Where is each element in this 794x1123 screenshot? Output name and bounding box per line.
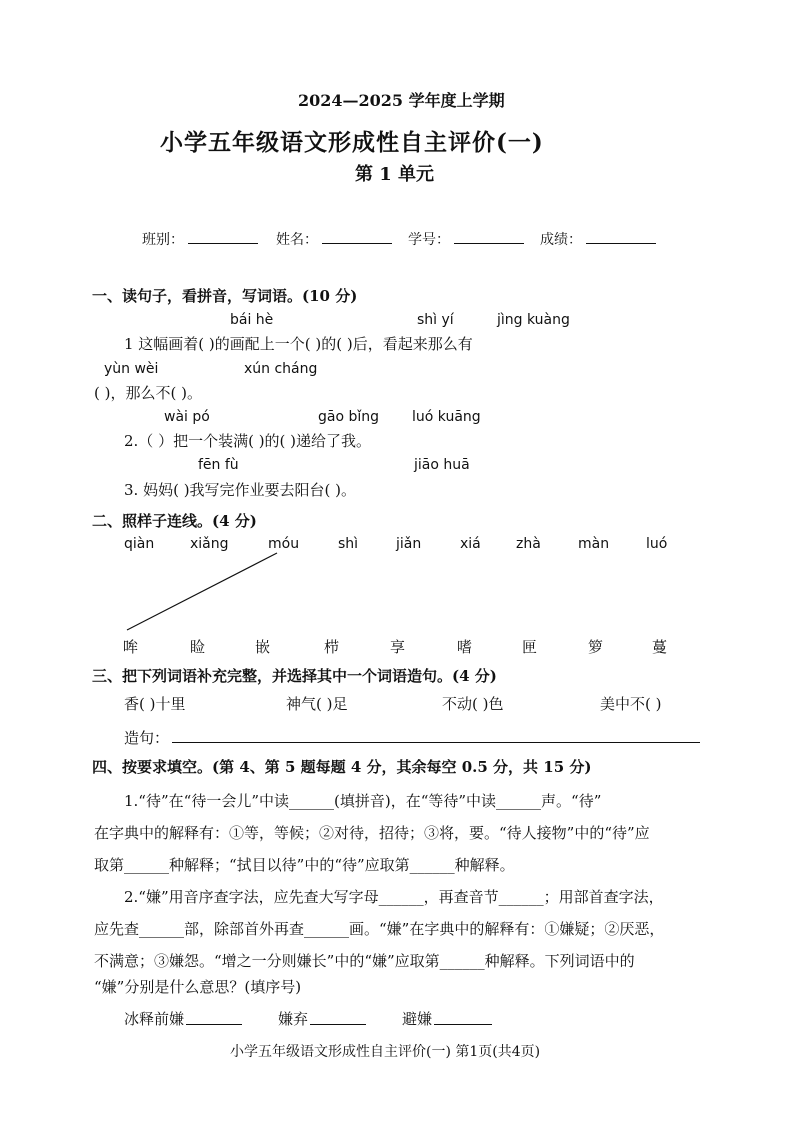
q1-line-2: 在字典中的解释有：①等，等候；②对待，招待；③将，要。“待人接物”中的“待”应 xyxy=(94,824,650,842)
student-id-field[interactable] xyxy=(454,243,524,244)
name-label: 姓名： xyxy=(276,232,318,248)
match-pinyin: luó xyxy=(646,536,668,552)
score-field[interactable] xyxy=(586,243,656,244)
student-id-label: 学号： xyxy=(408,232,450,248)
match-char: 嗜 xyxy=(457,638,473,656)
section-1-heading: 一、读句子，看拼音，写词语。(10 分) xyxy=(92,287,358,305)
match-char: 享 xyxy=(390,638,406,656)
q1-line-3: 取第______种解释；“拭目以待”中的“待”应取第______种解释。 xyxy=(94,856,515,874)
section-2-heading: 二、照样子连线。(4 分) xyxy=(92,512,257,530)
q1-line-1: 1.“待”在“待一会儿”中读______(填拼音)，在“等待”中读______声。“待” xyxy=(124,792,602,810)
pinyin: yùn wèi xyxy=(104,361,159,377)
page-footer: 小学五年级语文形成性自主评价(一) 第1页(共4页) xyxy=(230,1044,541,1060)
match-pinyin: xiá xyxy=(460,536,481,552)
name-field[interactable] xyxy=(322,243,392,244)
pinyin: shì yí xyxy=(417,312,454,328)
question-1-line: 1 这幅画着( )的画配上一个( )的( )后，看起来那么有 xyxy=(124,335,473,353)
section-4-heading: 四、按要求填空。(第 4、第 5 题每题 4 分，其余每空 0.5 分，共 15 分) xyxy=(92,758,592,776)
match-char: 睑 xyxy=(190,638,206,656)
match-char: 蔓 xyxy=(652,638,668,656)
section-3-heading: 三、把下列词语补充完整，并选择其中一个词语造句。(4 分) xyxy=(92,667,497,685)
answer-blank[interactable] xyxy=(310,1024,366,1025)
idiom-fill: 神气( )足 xyxy=(286,695,348,713)
score-label: 成绩： xyxy=(540,232,582,248)
unit-title: 第 1 单元 xyxy=(355,164,435,185)
match-pinyin: jiǎn xyxy=(396,536,422,552)
match-pinyin: móu xyxy=(268,536,300,552)
q2-line-1: 2.“嫌”用音序查字法，应先查大写字母______，再查音节______；用部首查字法， xyxy=(124,888,664,906)
match-char: 栉 xyxy=(324,638,340,656)
match-char: 嵌 xyxy=(255,638,271,656)
sentence-answer-line[interactable] xyxy=(172,742,700,743)
match-pinyin: shì xyxy=(338,536,359,552)
match-char: 匣 xyxy=(522,638,538,656)
pinyin: jiāo huā xyxy=(414,457,470,473)
pinyin: luó kuāng xyxy=(412,409,481,425)
pinyin: jìng kuàng xyxy=(497,312,570,328)
question-2-line: 2.（ ）把一个装满( )的( )递给了我。 xyxy=(124,432,372,450)
q2-line-4: “嫌”分别是什么意思？(填序号) xyxy=(94,978,302,996)
word-label: 嫌弃 xyxy=(278,1010,309,1028)
class-field[interactable] xyxy=(188,243,258,244)
question-3-line: 3. 妈妈( )我写完作业要去阳台( )。 xyxy=(124,481,357,499)
answer-blank[interactable] xyxy=(186,1024,242,1025)
sentence-label: 造句： xyxy=(124,729,170,747)
idiom-fill: 不动( )色 xyxy=(442,695,504,713)
word-label: 避嫌 xyxy=(402,1010,433,1028)
pinyin: gāo bǐng xyxy=(318,409,380,425)
school-year: 2024—2025 学年度上学期 xyxy=(298,91,505,110)
pinyin: xún cháng xyxy=(244,361,318,377)
answer-blank[interactable] xyxy=(434,1024,492,1025)
q2-line-3: 不满意；③嫌怨。“增之一分则嫌长”中的“嫌”应取第______种解释。下列词语中的 xyxy=(94,952,635,970)
pinyin: bái hè xyxy=(230,312,274,328)
pinyin: wài pó xyxy=(164,409,210,425)
match-pinyin: zhà xyxy=(516,536,541,552)
match-char: 箩 xyxy=(588,638,604,656)
idiom-fill: 香( )十里 xyxy=(124,695,186,713)
q2-line-2: 应先查______部，除部首外再查______画。“嫌”在字典中的解释有：①嫌疑；②厌恶， xyxy=(94,920,665,938)
match-char: 哞 xyxy=(123,638,139,656)
question-1-line-2: ( )，那么不( )。 xyxy=(94,384,202,402)
match-pinyin: qiàn xyxy=(124,536,155,552)
pinyin: fēn fù xyxy=(198,457,239,473)
idiom-fill: 美中不( ) xyxy=(600,695,662,713)
word-label: 冰释前嫌 xyxy=(124,1010,185,1028)
match-pinyin: màn xyxy=(578,536,610,552)
page-title: 小学五年级语文形成性自主评价(一) xyxy=(160,129,544,156)
match-pinyin: xiǎng xyxy=(190,536,229,552)
class-label: 班别： xyxy=(142,232,184,248)
